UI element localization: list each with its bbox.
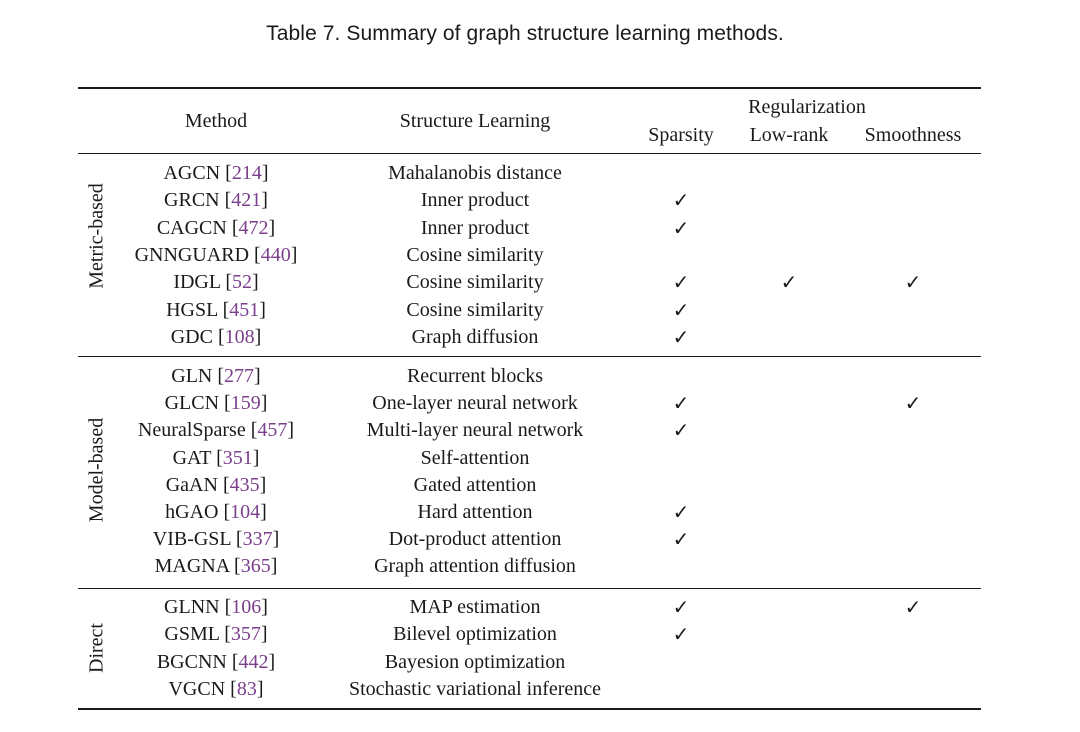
citation-link[interactable]: 451 — [229, 298, 260, 321]
method-name: VGCN — [168, 677, 231, 700]
header-smoothness: Smoothness — [864, 124, 962, 146]
citation-link[interactable]: 421 — [231, 189, 262, 212]
check-mark-sparsity: ✓ — [672, 500, 690, 524]
ref-bracket-open: [ — [224, 392, 231, 415]
ref-bracket-open: [ — [235, 528, 243, 551]
header-method: Method — [184, 110, 248, 132]
citation-link[interactable]: 104 — [230, 501, 261, 523]
structure-cell: Inner product — [420, 189, 530, 212]
ref-bracket-open: [ — [224, 623, 231, 646]
header-structure-learning: Structure Learning — [399, 110, 551, 132]
structure-cell: Dot-product attention — [388, 528, 562, 551]
method-name: CAGCN — [156, 216, 232, 239]
ref-bracket-open: [ — [216, 446, 223, 469]
ref-bracket-close: ] — [287, 419, 295, 442]
ref-bracket-close: ] — [260, 501, 267, 523]
structure-cell: Stochastic variational inference — [348, 677, 602, 700]
method-name: HGSL — [166, 298, 223, 321]
ref-bracket-open: [ — [224, 189, 232, 212]
check-mark-smoothness: ✓ — [904, 595, 922, 619]
method-name: hGAO — [165, 501, 224, 523]
ref-bracket-close: ] — [259, 298, 266, 321]
structure-cell: Recurrent blocks — [406, 365, 544, 387]
ref-bracket-close: ] — [272, 528, 280, 551]
check-mark-smoothness: ✓ — [904, 391, 922, 416]
method-cell — [138, 417, 294, 443]
check-mark-sparsity: ✓ — [672, 270, 690, 295]
method-name: GLCN — [164, 392, 225, 415]
method-cell — [168, 676, 263, 702]
ref-bracket-open: [ — [234, 555, 241, 578]
ref-bracket-close: ] — [261, 189, 268, 212]
citation-link[interactable]: 435 — [229, 473, 260, 496]
citation-link[interactable]: 442 — [238, 650, 269, 673]
method-name: GLN — [171, 365, 218, 387]
ref-bracket-close: ] — [261, 162, 269, 184]
method-name: MAGNA — [154, 555, 235, 578]
group-label-1: Metric-based — [85, 183, 108, 289]
check-mark-sparsity: ✓ — [672, 297, 690, 322]
ref-bracket-close: ] — [256, 677, 264, 700]
check-mark-sparsity: ✓ — [672, 188, 690, 213]
ref-bracket-open: [ — [225, 271, 233, 294]
ref-bracket-close: ] — [254, 325, 262, 348]
ref-bracket-open: [ — [223, 501, 231, 523]
ref-bracket-open: [ — [254, 243, 261, 266]
citation-link[interactable]: 337 — [242, 528, 273, 551]
ref-bracket-open: [ — [230, 677, 237, 700]
citation-link[interactable]: 357 — [230, 623, 261, 646]
citation-link[interactable]: 277 — [224, 365, 255, 387]
ref-bracket-open: [ — [222, 298, 230, 321]
citation-link[interactable]: 108 — [224, 325, 255, 348]
method-name: GRCN — [164, 189, 225, 212]
ref-bracket-close: ] — [260, 623, 268, 646]
method-cell — [165, 390, 268, 416]
ref-bracket-close: ] — [290, 243, 298, 266]
header-regularization: Regularization — [748, 96, 866, 118]
check-mark-sparsity: ✓ — [672, 418, 690, 443]
method-cell — [166, 472, 267, 498]
method-name: BGCNN — [156, 650, 232, 673]
method-cell — [163, 160, 268, 186]
citation-link[interactable]: 106 — [231, 596, 262, 618]
ref-bracket-close: ] — [268, 650, 276, 673]
check-mark-sparsity: ✓ — [672, 324, 690, 349]
ref-bracket-close: ] — [252, 271, 259, 294]
ref-bracket-close: ] — [252, 446, 260, 469]
method-cell — [164, 187, 268, 213]
method-cell — [153, 526, 280, 552]
structure-cell: Bilevel optimization — [393, 623, 557, 646]
citation-link[interactable]: 365 — [240, 555, 271, 578]
ref-bracket-close: ] — [259, 473, 267, 496]
group-rule-1 — [78, 356, 981, 357]
ref-bracket-close: ] — [254, 365, 261, 387]
ref-bracket-open: [ — [217, 365, 225, 387]
method-cell — [173, 445, 260, 471]
structure-cell: Mahalanobis distance — [388, 162, 562, 184]
ref-bracket-open: [ — [231, 650, 239, 673]
check-mark-sparsity: ✓ — [672, 391, 690, 416]
structure-cell: Multi-layer neural network — [366, 419, 584, 442]
method-name: AGCN — [163, 162, 226, 184]
method-cell — [155, 553, 278, 579]
check-mark-lowrank: ✓ — [780, 270, 798, 295]
method-cell — [135, 242, 298, 268]
ref-bracket-close: ] — [270, 555, 278, 578]
ref-bracket-open: [ — [222, 473, 230, 496]
bottom-rule — [78, 708, 981, 710]
method-cell — [173, 269, 258, 295]
top-rule — [78, 87, 981, 89]
ref-bracket-open: [ — [231, 216, 239, 239]
structure-cell: Cosine similarity — [406, 243, 544, 266]
method-name: GNNGUARD — [134, 243, 255, 266]
method-cell — [171, 324, 262, 350]
structure-cell: Hard attention — [417, 501, 533, 523]
citation-link[interactable]: 440 — [260, 243, 291, 266]
structure-cell: Cosine similarity — [406, 271, 544, 294]
structure-cell: One-layer neural network — [372, 392, 578, 415]
citation-link[interactable]: 457 — [257, 419, 288, 442]
method-name: GLNN — [164, 596, 225, 618]
group-rule-2 — [78, 588, 981, 589]
ref-bracket-open: [ — [217, 325, 225, 348]
group-label-3: Direct — [85, 623, 108, 673]
method-cell — [157, 215, 275, 241]
method-name: GaAN — [165, 473, 223, 496]
ref-bracket-close: ] — [268, 216, 276, 239]
citation-link[interactable]: 52 — [232, 271, 253, 294]
header-sparsity: Sparsity — [648, 124, 714, 146]
method-name: IDGL — [173, 271, 226, 294]
citation-link[interactable]: 159 — [230, 392, 261, 415]
citation-link[interactable]: 472 — [238, 216, 269, 239]
citation-link[interactable]: 83 — [236, 677, 257, 700]
ref-bracket-close: ] — [261, 596, 268, 618]
method-cell — [157, 649, 275, 675]
method-name: GDC — [170, 325, 218, 348]
ref-bracket-open: [ — [224, 596, 232, 618]
method-cell — [165, 499, 267, 525]
check-mark-sparsity: ✓ — [672, 527, 690, 552]
check-mark-sparsity: ✓ — [672, 595, 690, 619]
method-name: NeuralSparse — [137, 419, 251, 442]
method-name: VIB-GSL — [152, 528, 236, 551]
citation-link[interactable]: 351 — [222, 446, 253, 469]
ref-bracket-close: ] — [260, 392, 268, 415]
method-cell — [171, 363, 260, 389]
ref-bracket-open: [ — [225, 162, 232, 184]
structure-cell: MAP estimation — [409, 596, 541, 618]
table-caption: Table 7. Summary of graph structure learning methods. — [266, 22, 784, 45]
citation-link[interactable]: 214 — [231, 162, 262, 184]
structure-cell: Inner product — [420, 216, 530, 239]
structure-cell: Bayesion optimization — [384, 650, 566, 673]
structure-cell: Cosine similarity — [406, 298, 544, 321]
header-low-rank: Low-rank — [749, 124, 829, 146]
structure-cell: Graph attention diffusion — [374, 555, 576, 578]
check-mark-sparsity: ✓ — [672, 215, 690, 240]
structure-cell: Graph diffusion — [411, 325, 539, 348]
ref-bracket-open: [ — [250, 419, 258, 442]
check-mark-sparsity: ✓ — [672, 622, 690, 647]
structure-cell: Self-attention — [420, 446, 530, 469]
header-rule — [78, 153, 981, 154]
group-label-2: Model-based — [85, 417, 108, 523]
structure-cell: Gated attention — [413, 473, 537, 496]
method-name: GSML — [164, 623, 225, 646]
method-cell — [166, 297, 266, 323]
check-mark-smoothness: ✓ — [904, 270, 922, 295]
method-cell — [164, 621, 267, 647]
method-name: GAT — [172, 446, 217, 469]
method-cell — [164, 594, 268, 620]
